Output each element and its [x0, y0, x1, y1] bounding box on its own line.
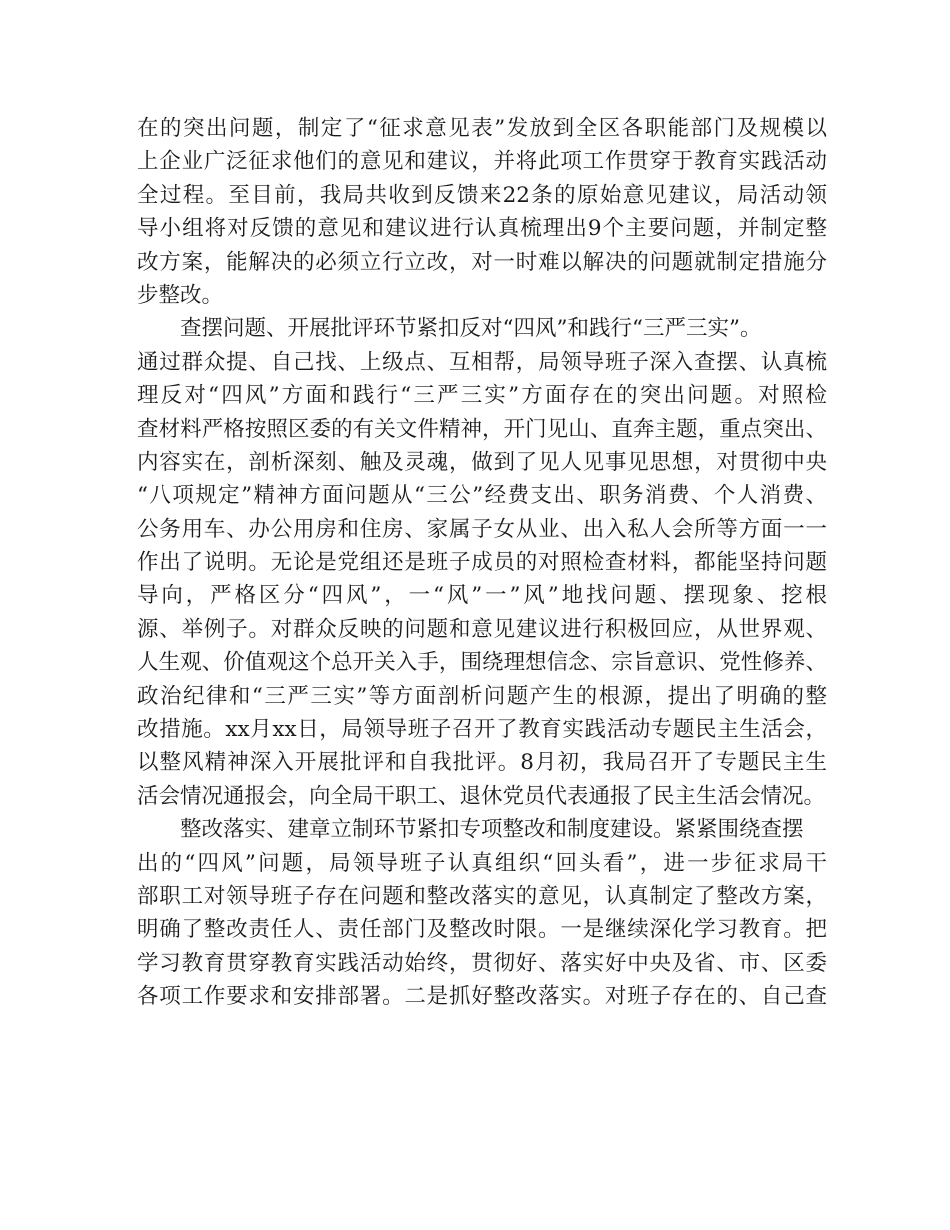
text-line: 整改落实、建章立制环节紧扣专项整改和制度建设。紧紧围绕查摆: [180, 817, 804, 843]
text-line: 步整改。: [137, 282, 224, 308]
text-line: 导向，严格区分“四风”，一“风”一”风”地找问题、摆现象、挖根: [137, 583, 827, 609]
text-line: 全过程。至目前，我局共收到反馈来22条的原始意见建议，局活动领: [137, 182, 827, 208]
text-line: 源、举例子。对群众反映的问题和意见建议进行积极回应，从世界观、: [137, 616, 827, 642]
body-text: [137, 112, 827, 1014]
text-line: 理反对“四风”方面和践行“三严三实”方面存在的突出问题。对照检: [137, 383, 827, 409]
text-line: 查摆问题、开展批评环节紧扣反对“四风”和践行“三严三实”。: [180, 316, 762, 342]
text-line: 明确了整改责任人、责任部门及整改时限。一是继续深化学习教育。把: [137, 917, 827, 943]
text-line: “八项规定”精神方面问题从“三公”经费支出、职务消费、个人消费、: [137, 483, 827, 509]
text-line: 学习教育贯穿教育实践活动始终，贯彻好、落实好中央及省、市、区委: [137, 950, 827, 976]
text-line: 出的“四风”问题，局领导班子认真组织“回头看”，进一步征求局干: [137, 850, 827, 876]
text-line: 上企业广泛征求他们的意见和建议，并将此项工作贯穿于教育实践活动: [137, 149, 827, 175]
text-line: 作出了说明。无论是党组还是班子成员的对照检查材料，都能坚持问题: [137, 550, 827, 576]
text-line: 查材料严格按照区委的有关文件精神，开门见山、直奔主题，重点突出、: [137, 416, 827, 442]
text-line: 政治纪律和“三严三实”等方面剖析问题产生的根源，提出了明确的整: [137, 683, 827, 709]
text-line: 活会情况通报会，向全局干职工、退休党员代表通报了民主生活会情况。: [137, 783, 826, 809]
text-line: 导小组将对反馈的意见和建议进行认真梳理出9个主要问题，并制定整: [137, 216, 827, 242]
text-line: 以整风精神深入开展批评和自我批评。8月初，我局召开了专题民主生: [137, 750, 827, 776]
text-line: 内容实在，剖析深刻、触及灵魂，做到了见人见事见思想，对贯彻中央: [137, 449, 827, 475]
text-line: 部职工对领导班子存在问题和整改落实的意见，认真制定了整改方案，: [137, 883, 827, 909]
text-line: 在的突出问题，制定了“征求意见表”发放到全区各职能部门及规模以: [137, 116, 827, 141]
text-line: 通过群众提、自己找、上级点、互相帮，局领导班子深入查摆、认真梳: [137, 349, 827, 375]
text-line: 各项工作要求和安排部署。二是抓好整改落实。对班子存在的、自己查: [137, 984, 827, 1010]
text-line: 人生观、价值观这个总开关入手，围绕理想信念、宗旨意识、党性修养、: [137, 650, 827, 676]
text-line: 改措施。xx月xx日，局领导班子召开了教育实践活动专题民主生活会，: [137, 717, 827, 743]
text-line: 公务用车、办公用房和住房、家属子女从业、出入私人会所等方面一一: [137, 516, 827, 542]
text-line: 改方案，能解决的必须立行立改，对一时难以解决的问题就制定措施分: [137, 249, 827, 275]
